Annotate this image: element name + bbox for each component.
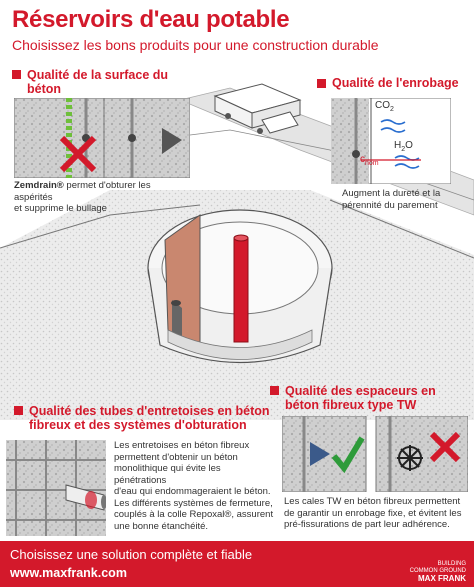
tubes-title-line2: fibreux et des systèmes d'obturation — [29, 418, 247, 432]
zemdrain-label: Zemdrain® — [14, 180, 64, 191]
espaceurs-title-line1: Qualité des espaceurs en — [285, 384, 436, 398]
tubes-description: Les entretoises en béton fibreux permettent d'obtenir un béton monolithique qui évite les pénétrations d'eau qui endommageraient le béton. Les différents systèmes de fermeture, couplés à la colle Repoxal®, assurent une bonne étanchéité. — [114, 440, 274, 532]
bullet-square — [14, 406, 23, 415]
espaceurs-title-line2: béton fibreux type TW — [285, 398, 417, 412]
footer-url[interactable]: www.maxfrank.com — [10, 566, 127, 580]
bullet-square — [12, 70, 21, 79]
brand-logo: BUILDING COMMON GROUND MAX FRANK — [409, 561, 466, 583]
cnom-label: $c_{nom}$ — [360, 154, 379, 167]
surface-illustration — [14, 98, 190, 178]
espaceurs-description: Les cales TW en béton fibreux permettent de garantir un enrobage fixe, et évitent les pré-fissurations de part leur adhérence. — [284, 496, 462, 530]
footer — [0, 541, 474, 587]
enrobage-title: Qualité de l'enrobage — [332, 76, 459, 90]
enrobage-description: Augment la dureté et la pérennité du parement — [342, 188, 441, 211]
bullet-square — [270, 386, 279, 395]
surface-title-line2: béton — [27, 82, 62, 96]
section-espaceurs — [270, 384, 436, 412]
bullet-square — [317, 79, 326, 88]
page-subtitle: Choisissez les bons produits pour une construction durable — [12, 37, 379, 53]
co2-label: $CO_2$ — [375, 100, 394, 113]
page-title: Réservoirs d'eau potable — [12, 6, 290, 33]
surface-description: Zemdrain® permet d'obturer les aspérités et supprime le bullage — [14, 180, 151, 214]
section-surface — [12, 68, 168, 96]
espaceurs-illustration — [282, 416, 468, 492]
section-enrobage — [317, 76, 459, 90]
tubes-title-line1: Qualité des tubes d'entretoises en béton — [29, 404, 270, 418]
tubes-illustration — [6, 440, 106, 536]
section-tubes — [14, 404, 270, 432]
footer-tagline: Choisissez une solution complète et fiable — [10, 547, 253, 562]
h2o-label: $H_2O$ — [394, 140, 413, 153]
surface-title-line1: Qualité de la surface du — [27, 68, 169, 82]
